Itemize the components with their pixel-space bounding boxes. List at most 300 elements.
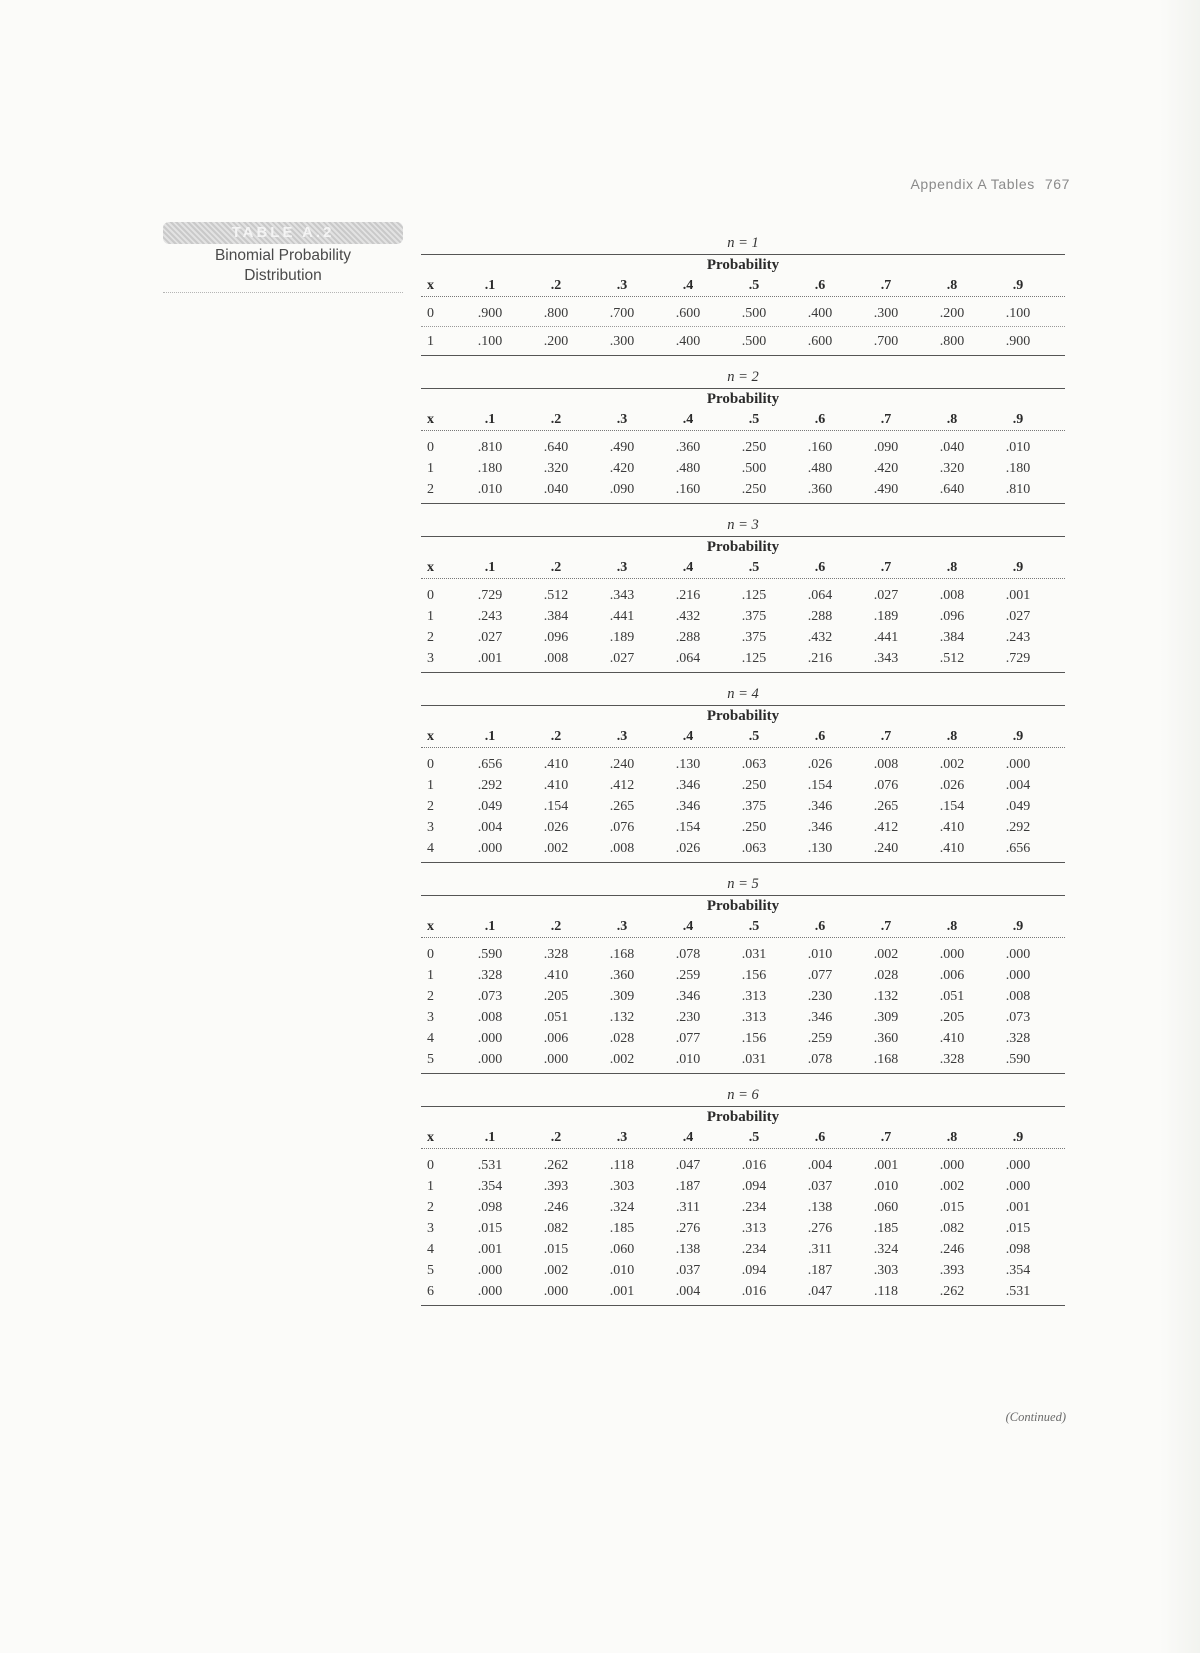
probability-value-cell: .094 bbox=[741, 1262, 767, 1278]
probability-value-cell: .008 bbox=[609, 840, 635, 856]
probability-header-cell: .9 bbox=[1012, 411, 1024, 427]
probability-value-cell: .262 bbox=[939, 1283, 965, 1299]
probability-value-cell: .010 bbox=[477, 481, 503, 497]
probability-value-cell: .384 bbox=[939, 629, 965, 645]
probability-value-cell: .420 bbox=[873, 460, 899, 476]
probability-value-cell: .027 bbox=[1005, 608, 1031, 624]
table-row bbox=[421, 1281, 1065, 1302]
probability-value-cell: .500 bbox=[741, 460, 767, 476]
probability-value-cell: .375 bbox=[741, 608, 767, 624]
probability-value-cell: .000 bbox=[1005, 756, 1031, 772]
x-value-cell: 4 bbox=[427, 1241, 434, 1257]
probability-value-cell: .800 bbox=[939, 333, 965, 349]
probability-header-cell: .3 bbox=[616, 411, 628, 427]
header-rule bbox=[421, 578, 1065, 579]
probability-header-cell: .1 bbox=[484, 728, 496, 744]
probability-value-cell: .490 bbox=[873, 481, 899, 497]
probability-header-cell: .2 bbox=[550, 918, 562, 934]
probability-value-cell: .309 bbox=[609, 988, 635, 1004]
probability-value-cell: .656 bbox=[477, 756, 503, 772]
probability-header-cell: .3 bbox=[616, 918, 628, 934]
probability-value-cell: .001 bbox=[477, 650, 503, 666]
probability-value-cell: .600 bbox=[675, 305, 701, 321]
table-bottom-rule bbox=[421, 862, 1065, 863]
x-column-header: x bbox=[427, 411, 434, 427]
probability-value-cell: .096 bbox=[939, 608, 965, 624]
probability-value-cell: .077 bbox=[807, 967, 833, 983]
probability-value-cell: .027 bbox=[609, 650, 635, 666]
probability-value-cell: .000 bbox=[1005, 1157, 1031, 1173]
table-row bbox=[421, 458, 1065, 479]
probability-header-cell: .6 bbox=[814, 918, 826, 934]
table-n-title: n = 2 bbox=[727, 369, 759, 385]
x-value-cell: 1 bbox=[427, 608, 434, 624]
probability-value-cell: .031 bbox=[741, 1051, 767, 1067]
probability-value-cell: .090 bbox=[873, 439, 899, 455]
probability-value-cell: .320 bbox=[543, 460, 569, 476]
table-row bbox=[421, 796, 1065, 817]
table-n-title: n = 1 bbox=[727, 235, 759, 251]
probability-value-cell: .259 bbox=[807, 1030, 833, 1046]
probability-header-cell: .1 bbox=[484, 411, 496, 427]
table-row bbox=[421, 1049, 1065, 1070]
table-row bbox=[421, 754, 1065, 775]
probability-value-cell: .000 bbox=[477, 1283, 503, 1299]
table-row bbox=[421, 1239, 1065, 1260]
probability-value-cell: .000 bbox=[477, 1051, 503, 1067]
table-n-title: n = 5 bbox=[727, 876, 759, 892]
probability-value-cell: .000 bbox=[939, 946, 965, 962]
table-row bbox=[421, 437, 1065, 458]
probability-value-cell: .002 bbox=[543, 840, 569, 856]
probability-value-cell: .810 bbox=[477, 439, 503, 455]
probability-value-cell: .031 bbox=[741, 946, 767, 962]
probability-header-cell: .8 bbox=[946, 411, 958, 427]
probability-value-cell: .288 bbox=[807, 608, 833, 624]
probability-value-cell: .900 bbox=[1005, 333, 1031, 349]
probability-value-cell: .490 bbox=[609, 439, 635, 455]
probability-header-cell: .5 bbox=[748, 728, 760, 744]
x-value-cell: 1 bbox=[427, 333, 434, 349]
probability-value-cell: .073 bbox=[477, 988, 503, 1004]
probability-value-cell: .393 bbox=[939, 1262, 965, 1278]
probability-value-cell: .002 bbox=[543, 1262, 569, 1278]
probability-header-cell: .3 bbox=[616, 728, 628, 744]
probability-header-cell: .5 bbox=[748, 277, 760, 293]
probability-header-cell: .7 bbox=[880, 728, 892, 744]
probability-header-cell: .5 bbox=[748, 411, 760, 427]
probability-value-cell: .346 bbox=[675, 777, 701, 793]
probability-value-cell: .154 bbox=[939, 798, 965, 814]
probability-value-cell: .001 bbox=[873, 1157, 899, 1173]
probability-value-cell: .187 bbox=[807, 1262, 833, 1278]
probability-value-cell: .375 bbox=[741, 629, 767, 645]
header-rule bbox=[421, 430, 1065, 431]
probability-value-cell: .130 bbox=[675, 756, 701, 772]
x-value-cell: 1 bbox=[427, 1178, 434, 1194]
probability-value-cell: .000 bbox=[939, 1157, 965, 1173]
probability-value-cell: .360 bbox=[873, 1030, 899, 1046]
probability-value-cell: .037 bbox=[807, 1178, 833, 1194]
table-bottom-rule bbox=[421, 503, 1065, 504]
probability-value-cell: .512 bbox=[939, 650, 965, 666]
x-value-cell: 2 bbox=[427, 798, 434, 814]
probability-value-cell: .393 bbox=[543, 1178, 569, 1194]
probability-value-cell: .410 bbox=[543, 756, 569, 772]
probability-header-cell: .2 bbox=[550, 559, 562, 575]
probability-value-cell: .311 bbox=[676, 1199, 700, 1215]
x-value-cell: 0 bbox=[427, 1157, 434, 1173]
probability-value-cell: .810 bbox=[1005, 481, 1031, 497]
probability-value-cell: .328 bbox=[939, 1051, 965, 1067]
probability-value-cell: .138 bbox=[675, 1241, 701, 1257]
probability-value-cell: .259 bbox=[675, 967, 701, 983]
probability-value-cell: .002 bbox=[609, 1051, 635, 1067]
probability-value-cell: .216 bbox=[675, 587, 701, 603]
probability-value-cell: .205 bbox=[543, 988, 569, 1004]
probability-value-cell: .004 bbox=[807, 1157, 833, 1173]
probability-value-cell: .000 bbox=[477, 1030, 503, 1046]
probability-header-cell: .7 bbox=[880, 918, 892, 934]
header-rule bbox=[421, 1148, 1065, 1149]
probability-value-cell: .276 bbox=[807, 1220, 833, 1236]
table-n-title: n = 3 bbox=[727, 517, 759, 533]
probability-header-cell: .3 bbox=[616, 1129, 628, 1145]
probability-header-row bbox=[421, 557, 1065, 578]
probability-value-cell: .156 bbox=[741, 1030, 767, 1046]
probability-value-cell: .160 bbox=[675, 481, 701, 497]
probability-header-cell: .5 bbox=[748, 1129, 760, 1145]
probability-value-cell: .094 bbox=[741, 1178, 767, 1194]
probability-header-cell: .5 bbox=[748, 918, 760, 934]
probability-value-cell: .008 bbox=[1005, 988, 1031, 1004]
header-rule bbox=[421, 747, 1065, 748]
probability-value-cell: .026 bbox=[675, 840, 701, 856]
x-value-cell: 6 bbox=[427, 1283, 434, 1299]
probability-value-cell: .000 bbox=[477, 840, 503, 856]
probability-value-cell: .276 bbox=[675, 1220, 701, 1236]
probability-header-cell: .1 bbox=[484, 559, 496, 575]
probability-header-cell: .6 bbox=[814, 411, 826, 427]
probability-label: Probability bbox=[706, 257, 780, 273]
probability-value-cell: .185 bbox=[873, 1220, 899, 1236]
probability-value-cell: .001 bbox=[609, 1283, 635, 1299]
binomial-table-n-5 bbox=[421, 873, 1065, 1074]
probability-value-cell: .230 bbox=[807, 988, 833, 1004]
probability-value-cell: .000 bbox=[1005, 1178, 1031, 1194]
table-row bbox=[421, 331, 1065, 352]
probability-value-cell: .320 bbox=[939, 460, 965, 476]
probability-value-cell: .004 bbox=[675, 1283, 701, 1299]
probability-value-cell: .354 bbox=[1005, 1262, 1031, 1278]
probability-value-cell: .132 bbox=[873, 988, 899, 1004]
probability-value-cell: .016 bbox=[741, 1283, 767, 1299]
probability-value-cell: .051 bbox=[543, 1009, 569, 1025]
probability-header-cell: .9 bbox=[1012, 277, 1024, 293]
probability-value-cell: .313 bbox=[741, 1220, 767, 1236]
x-column-header: x bbox=[427, 1129, 434, 1145]
probability-header-cell: .4 bbox=[682, 1129, 694, 1145]
probability-value-cell: .010 bbox=[873, 1178, 899, 1194]
table-row bbox=[421, 986, 1065, 1007]
table-row bbox=[421, 606, 1065, 627]
table-row bbox=[421, 648, 1065, 669]
probability-value-cell: .189 bbox=[609, 629, 635, 645]
probability-header-row bbox=[421, 409, 1065, 430]
probability-value-cell: .640 bbox=[939, 481, 965, 497]
probability-value-cell: .049 bbox=[477, 798, 503, 814]
probability-value-cell: .400 bbox=[675, 333, 701, 349]
x-value-cell: 1 bbox=[427, 777, 434, 793]
x-column-header: x bbox=[427, 277, 434, 293]
probability-value-cell: .078 bbox=[675, 946, 701, 962]
probability-header-cell: .5 bbox=[748, 559, 760, 575]
probability-header-cell: .2 bbox=[550, 411, 562, 427]
probability-value-cell: .243 bbox=[1005, 629, 1031, 645]
table-row bbox=[421, 1260, 1065, 1281]
probability-value-cell: .100 bbox=[477, 333, 503, 349]
probability-value-cell: .600 bbox=[807, 333, 833, 349]
probability-value-cell: .328 bbox=[1005, 1030, 1031, 1046]
probability-value-cell: .309 bbox=[873, 1009, 899, 1025]
binomial-table-n-1 bbox=[421, 232, 1065, 356]
table-row bbox=[421, 627, 1065, 648]
probability-value-cell: .008 bbox=[939, 587, 965, 603]
probability-value-cell: .590 bbox=[1005, 1051, 1031, 1067]
probability-value-cell: .130 bbox=[807, 840, 833, 856]
probability-value-cell: .154 bbox=[675, 819, 701, 835]
probability-value-cell: .098 bbox=[1005, 1241, 1031, 1257]
probability-value-cell: .480 bbox=[675, 460, 701, 476]
probability-value-cell: .047 bbox=[675, 1157, 701, 1173]
probability-value-cell: .292 bbox=[1005, 819, 1031, 835]
x-value-cell: 1 bbox=[427, 967, 434, 983]
header-rule bbox=[421, 937, 1065, 938]
probability-label: Probability bbox=[706, 391, 780, 407]
x-column-header: x bbox=[427, 918, 434, 934]
x-value-cell: 0 bbox=[427, 305, 434, 321]
running-head bbox=[700, 176, 1070, 192]
probability-value-cell: .189 bbox=[873, 608, 899, 624]
probability-value-cell: .168 bbox=[873, 1051, 899, 1067]
probability-header-cell: .9 bbox=[1012, 559, 1024, 575]
table-sidebar bbox=[163, 222, 403, 293]
probability-value-cell: .240 bbox=[873, 840, 899, 856]
probability-header-cell: .7 bbox=[880, 277, 892, 293]
table-row bbox=[421, 303, 1065, 324]
probability-value-cell: .346 bbox=[807, 1009, 833, 1025]
x-value-cell: 5 bbox=[427, 1051, 434, 1067]
probability-header-cell: .8 bbox=[946, 559, 958, 575]
probability-value-cell: .040 bbox=[939, 439, 965, 455]
probability-value-cell: .410 bbox=[939, 840, 965, 856]
binomial-table-n-6 bbox=[421, 1084, 1065, 1306]
x-value-cell: 0 bbox=[427, 587, 434, 603]
probability-value-cell: .432 bbox=[807, 629, 833, 645]
probability-value-cell: .328 bbox=[543, 946, 569, 962]
probability-value-cell: .656 bbox=[1005, 840, 1031, 856]
probability-value-cell: .026 bbox=[543, 819, 569, 835]
probability-header-cell: .3 bbox=[616, 559, 628, 575]
probability-value-cell: .313 bbox=[741, 1009, 767, 1025]
probability-value-cell: .480 bbox=[807, 460, 833, 476]
running-head-text: Appendix A Tables bbox=[910, 176, 1035, 192]
probability-value-cell: .098 bbox=[477, 1199, 503, 1215]
probability-header-row bbox=[421, 916, 1065, 937]
probability-value-cell: .064 bbox=[675, 650, 701, 666]
probability-value-cell: .064 bbox=[807, 587, 833, 603]
probability-header-cell: .4 bbox=[682, 411, 694, 427]
probability-value-cell: .118 bbox=[610, 1157, 634, 1173]
probability-value-cell: .168 bbox=[609, 946, 635, 962]
table-bottom-rule bbox=[421, 672, 1065, 673]
table-n-title: n = 6 bbox=[727, 1087, 759, 1103]
x-value-cell: 4 bbox=[427, 840, 434, 856]
table-row bbox=[421, 1176, 1065, 1197]
probability-value-cell: .180 bbox=[1005, 460, 1031, 476]
probability-value-cell: .412 bbox=[609, 777, 635, 793]
probability-value-cell: .729 bbox=[477, 587, 503, 603]
probability-value-cell: .800 bbox=[543, 305, 569, 321]
probability-value-cell: .346 bbox=[807, 798, 833, 814]
probability-value-cell: .028 bbox=[609, 1030, 635, 1046]
probability-value-cell: .354 bbox=[477, 1178, 503, 1194]
x-value-cell: 0 bbox=[427, 439, 434, 455]
probability-value-cell: .154 bbox=[543, 798, 569, 814]
probability-value-cell: .016 bbox=[741, 1157, 767, 1173]
probability-label: Probability bbox=[706, 539, 780, 555]
probability-value-cell: .346 bbox=[675, 798, 701, 814]
probability-value-cell: .300 bbox=[873, 305, 899, 321]
table-row bbox=[421, 965, 1065, 986]
table-caption bbox=[163, 246, 403, 286]
probability-header-cell: .8 bbox=[946, 918, 958, 934]
table-caption-line-1: Binomial Probability bbox=[214, 247, 352, 264]
probability-value-cell: .230 bbox=[675, 1009, 701, 1025]
probability-value-cell: .640 bbox=[543, 439, 569, 455]
x-value-cell: 3 bbox=[427, 1220, 434, 1236]
x-value-cell: 0 bbox=[427, 946, 434, 962]
probability-value-cell: .118 bbox=[874, 1283, 898, 1299]
probability-value-cell: .375 bbox=[741, 798, 767, 814]
probability-header-cell: .4 bbox=[682, 728, 694, 744]
probability-value-cell: .026 bbox=[939, 777, 965, 793]
probability-value-cell: .027 bbox=[477, 629, 503, 645]
probability-header-cell: .8 bbox=[946, 1129, 958, 1145]
probability-value-cell: .700 bbox=[873, 333, 899, 349]
probability-value-cell: .027 bbox=[873, 587, 899, 603]
probability-value-cell: .015 bbox=[939, 1199, 965, 1215]
binomial-table-n-3 bbox=[421, 514, 1065, 673]
probability-value-cell: .400 bbox=[807, 305, 833, 321]
probability-value-cell: .234 bbox=[741, 1199, 767, 1215]
probability-value-cell: .311 bbox=[808, 1241, 832, 1257]
probability-value-cell: .001 bbox=[477, 1241, 503, 1257]
probability-value-cell: .900 bbox=[477, 305, 503, 321]
probability-value-cell: .324 bbox=[873, 1241, 899, 1257]
probability-value-cell: .160 bbox=[807, 439, 833, 455]
probability-value-cell: .026 bbox=[807, 756, 833, 772]
probability-header-cell: .8 bbox=[946, 728, 958, 744]
table-row bbox=[421, 817, 1065, 838]
probability-value-cell: .234 bbox=[741, 1241, 767, 1257]
probability-value-cell: .001 bbox=[1005, 1199, 1031, 1215]
table-bottom-rule bbox=[421, 355, 1065, 356]
probability-value-cell: .008 bbox=[477, 1009, 503, 1025]
probability-value-cell: .250 bbox=[741, 481, 767, 497]
caption-divider bbox=[163, 292, 403, 293]
table-row bbox=[421, 838, 1065, 859]
probability-value-cell: .096 bbox=[543, 629, 569, 645]
table-row bbox=[421, 1197, 1065, 1218]
x-value-cell: 2 bbox=[427, 481, 434, 497]
probability-value-cell: .051 bbox=[939, 988, 965, 1004]
probability-value-cell: .063 bbox=[741, 840, 767, 856]
probability-value-cell: .040 bbox=[543, 481, 569, 497]
probability-value-cell: .156 bbox=[741, 967, 767, 983]
probability-value-cell: .000 bbox=[1005, 967, 1031, 983]
page-number: 767 bbox=[1044, 176, 1070, 192]
probability-header-row bbox=[421, 275, 1065, 296]
table-row bbox=[421, 1218, 1065, 1239]
probability-value-cell: .138 bbox=[807, 1199, 833, 1215]
probability-value-cell: .076 bbox=[873, 777, 899, 793]
probability-header-cell: .6 bbox=[814, 728, 826, 744]
probability-value-cell: .412 bbox=[873, 819, 899, 835]
probability-value-cell: .410 bbox=[543, 967, 569, 983]
probability-header-cell: .9 bbox=[1012, 918, 1024, 934]
probability-value-cell: .328 bbox=[477, 967, 503, 983]
table-number-tag: TABLE A.2 bbox=[163, 222, 403, 244]
table-row bbox=[421, 1028, 1065, 1049]
probability-value-cell: .006 bbox=[939, 967, 965, 983]
probability-value-cell: .000 bbox=[543, 1051, 569, 1067]
probability-value-cell: .729 bbox=[1005, 650, 1031, 666]
probability-value-cell: .187 bbox=[675, 1178, 701, 1194]
probability-value-cell: .002 bbox=[939, 756, 965, 772]
probability-value-cell: .125 bbox=[741, 587, 767, 603]
binomial-table-n-2 bbox=[421, 366, 1065, 504]
binomial-table-n-4 bbox=[421, 683, 1065, 863]
probability-value-cell: .500 bbox=[741, 305, 767, 321]
table-n-title: n = 4 bbox=[727, 686, 759, 702]
probability-value-cell: .008 bbox=[543, 650, 569, 666]
probability-value-cell: .343 bbox=[609, 587, 635, 603]
page-edge-shadow bbox=[1160, 0, 1200, 1653]
probability-value-cell: .082 bbox=[939, 1220, 965, 1236]
probability-value-cell: .265 bbox=[609, 798, 635, 814]
probability-value-cell: .077 bbox=[675, 1030, 701, 1046]
probability-value-cell: .047 bbox=[807, 1283, 833, 1299]
probability-value-cell: .410 bbox=[543, 777, 569, 793]
probability-value-cell: .531 bbox=[477, 1157, 503, 1173]
probability-value-cell: .410 bbox=[939, 819, 965, 835]
probability-value-cell: .078 bbox=[807, 1051, 833, 1067]
continued-note: (Continued) bbox=[1005, 1410, 1066, 1424]
x-value-cell: 3 bbox=[427, 650, 434, 666]
probability-value-cell: .590 bbox=[477, 946, 503, 962]
probability-value-cell: .010 bbox=[675, 1051, 701, 1067]
probability-value-cell: .004 bbox=[1005, 777, 1031, 793]
x-value-cell: 3 bbox=[427, 1009, 434, 1025]
probability-value-cell: .250 bbox=[741, 819, 767, 835]
probability-value-cell: .004 bbox=[477, 819, 503, 835]
probability-value-cell: .441 bbox=[873, 629, 899, 645]
probability-value-cell: .076 bbox=[609, 819, 635, 835]
probability-header-cell: .4 bbox=[682, 918, 694, 934]
probability-header-cell: .8 bbox=[946, 277, 958, 293]
probability-value-cell: .010 bbox=[807, 946, 833, 962]
